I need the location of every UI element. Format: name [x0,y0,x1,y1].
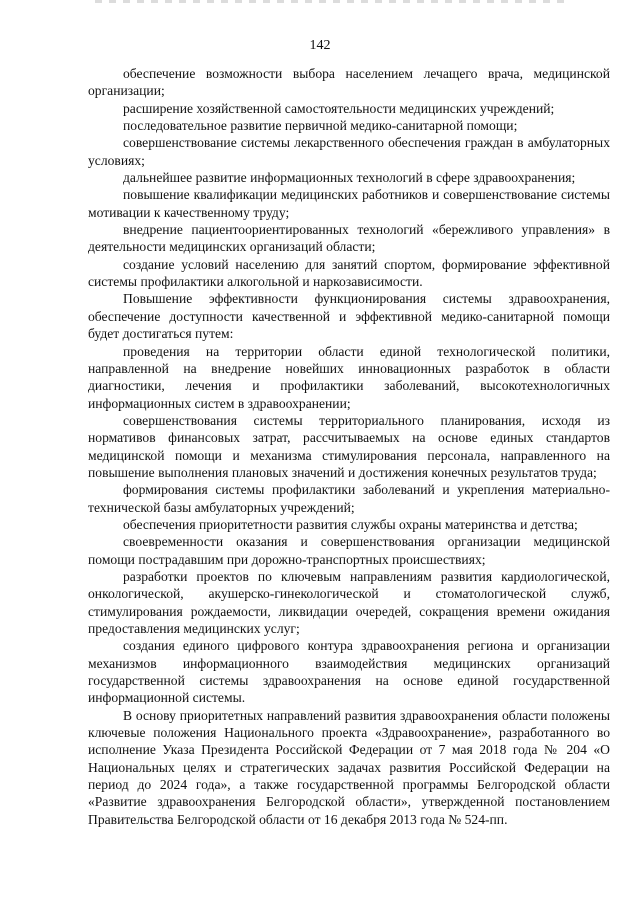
scan-edge-artifact [95,0,565,3]
paragraph-12: формирования системы профилактики заболеваний и укрепления материально-технической базы амбулаторных учреждений; [88,482,610,515]
paragraph-7: внедрение пациентоориентированных технологий «бережливого управления» в деятельности медицинских организаций области; [88,222,610,255]
paragraph-5: дальнейшее развитие информационных технологий в сфере здравоохранения; [123,170,576,186]
paragraph-3: последовательное развитие первичной медико-санитарной помощи; [123,118,518,134]
paragraph-8: создание условий населению для занятий спортом, формирование эффективной системы профилактики алкогольной и наркозависимости. [88,256,610,290]
paragraph-14: своевременности оказания и совершенствования организации медицинской помощи пострадавшим при дорожно-транспортных происшествиях; [88,534,610,567]
paragraph-2: расширение хозяйственной самостоятельности медицинских учреждений; [123,100,555,116]
paragraph-15: разработки проектов по ключевым направлениям развития кардиологической, онкологической, акушерско-гинекологической и стоматологической служб, стимулирования рождаемости, ликвидации очередей, сокращения времени ожидания предоставления медицинских услуг; [88,568,610,636]
paragraph-13: обеспечения приоритетности развития службы охраны материнства и детства; [123,516,578,532]
page-number: 142 [309,38,331,53]
paragraph-4: совершенствование системы лекарственного обеспечения граждан в амбулаторных условиях; [88,135,610,168]
paragraph-17: В основу приоритетных направлений развития здравоохранения области положены ключевые положения Национального проекта «Здравоохранение», разработанного во исполнение Указа Президента Российской Федерации от 7 мая 2018 года № 204 «О Национальных целях и стратегических задачах развития Российской Федерации на период до 2024 года», а также государственной программы Белгородской области «Развитие здравоохранения Белгородской области», утвержденной постановлением Правительства Белгородской области от 16 декабря 2013 года № 524-пп. [88,707,610,827]
paragraph-16: создания единого цифрового контура здравоохранения региона и организации механизмов информационного взаимодействия медицинских организаций государственной системы здравоохранения на основе единой государственной информационной системы. [88,638,610,706]
document-body [88,65,610,828]
paragraph-1: обеспечение возможности выбора населением лечащего врача, медицинской организации; [88,66,610,99]
paragraph-10: проведения на территории области единой технологической политики, направленной на внедрение новейших инновационных разработок в области диагностики, лечения и профилактики заболеваний, высокотехнологичных информационных систем в здравоохранении; [88,343,610,411]
paragraph-11: совершенствования системы территориального планирования, исходя из нормативов финансовых затрат, рассчитываемых на основе единых стандартов медицинской помощи и механизма стимулирования персонала, направленного на повышение выполнения плановых значений и достижения конечных результатов труда; [88,412,610,480]
paragraph-6: повышение квалификации медицинских работников и совершенствование системы мотивации к качественному труду; [88,187,610,220]
paragraph-9: Повышение эффективности функционирования системы здравоохранения, обеспечение доступности качественной и эффективной медико-санитарной помощи будет достигаться путем: [88,291,610,342]
